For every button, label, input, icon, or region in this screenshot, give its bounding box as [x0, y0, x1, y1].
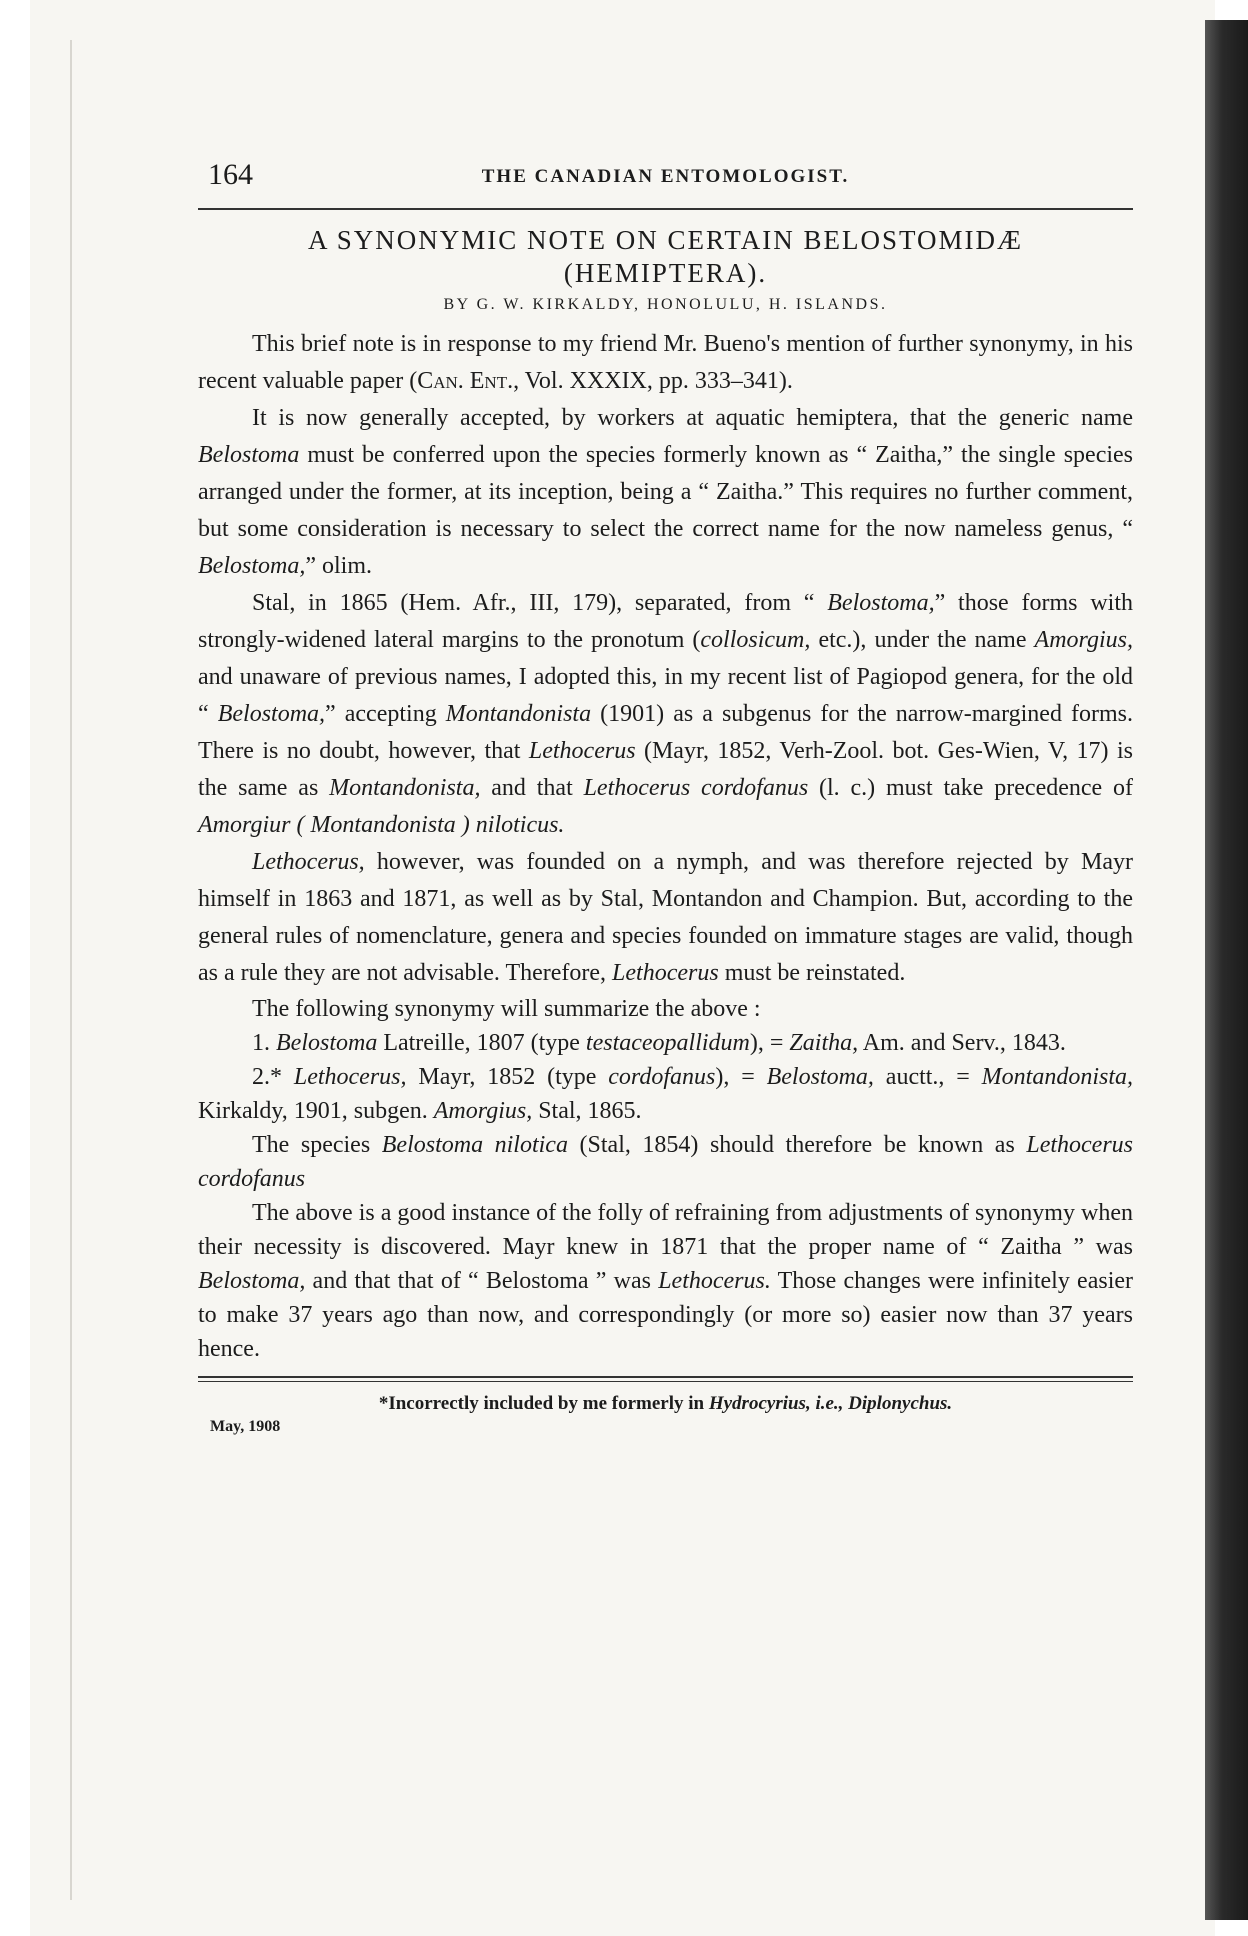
issue-date: May, 1908: [210, 1417, 281, 1435]
footnote-rule: [198, 1376, 1133, 1382]
paragraph-5: The following synonymy will summarize the above :: [252, 995, 761, 1022]
article-title: [198, 224, 1133, 290]
paragraph-4: Lethocerus, however, was founded on a nymph, and was therefore rejected by Mayr himself in 1863 and 1871, as well as by Stal, Montandon and Champion. But, according to the general rules of nomenclature, genera and species founded on immature stages are valid, though as a rule they are not advisable. Therefore, Lethocerus must be reinstated.: [198, 848, 1133, 986]
byline: BY G. W. KIRKALDY, HONOLULU, H. ISLANDS.: [443, 295, 888, 313]
paragraph-conclusion: The above is a good instance of the folly of refraining from adjustments of synonymy when their necessity is discovered. Mayr knew in 1871 that the proper name of “ Zaitha ” was Belostoma, and that that of “ Belostoma ” was Lethocerus. Those changes were infinitely easier to make 37 years ago than now, and correspondingly (or more so) easier now than 37 years hence.: [198, 1199, 1134, 1362]
page-edge-shadow: [1205, 20, 1248, 1920]
running-header: [198, 150, 1133, 200]
footnote: *Incorrectly included by me formerly in Hydrocyrius, i.e., Diplonychus.: [378, 1392, 953, 1414]
paragraph-3: Stal, in 1865 (Hem. Afr., III, 179), separated, from “ Belostoma,” those forms with strongly-widened lateral margins to the pronotum (collosicum, etc.), under the name Amorgius, and unaware of previous names, I adopted this, in my recent list of Pagiopod genera, for the old “ Belostoma,” accepting Montandonista (1901) as a subgenus for the narrow-margined forms. There is no doubt, however, that Lethocerus (Mayr, 1852, Verh-Zool. bot. Ges-Wien, V, 17) is the same as Montandonista, and that Lethocerus cordofanus (l. c.) must take precedence of Amorgiur ( Montandonista ) niloticus.: [198, 589, 1133, 838]
article-title-line2: (HEMIPTERA).: [563, 257, 768, 288]
paragraph-1: This brief note is in response to my friend Mr. Bueno's mention of further synonymy, in his recent valuable paper (Can. Ent., Vol. XXXIX, pp. 333–341).: [198, 330, 1133, 394]
synonymy-entry-2: 2.* Lethocerus, Mayr, 1852 (type cordofanus), = Belostoma, auctt., = Montandonista, Kirkaldy, 1901, subgen. Amorgius, Stal, 1865.: [198, 1063, 1134, 1124]
article-title-line1: A SYNONYMIC NOTE ON CERTAIN BELOSTOMIDÆ: [308, 225, 1023, 255]
paragraph-species: The species Belostoma nilotica (Stal, 1854) should therefore be known as Lethocerus cordofanus: [198, 1131, 1134, 1192]
header-rule: [198, 208, 1133, 210]
page-content: [198, 150, 1133, 1436]
paragraph-2: It is now generally accepted, by workers at aquatic hemiptera, that the generic name Belostoma must be conferred upon the species formerly known as “ Zaitha,” the single species arranged under the former, at its inception, being a “ Zaitha.” This requires no further comment, but some consideration is necessary to select the correct name for the now nameless genus, “ Belostoma,” olim.: [198, 404, 1133, 579]
page-number: 164: [208, 158, 253, 191]
binding-shadow: [70, 40, 72, 1900]
running-title: THE CANADIAN ENTOMOLOGIST.: [481, 166, 850, 187]
synonymy-entry-1: 1. Belostoma Latreille, 1807 (type testaceopallidum), = Zaitha, Am. and Serv., 1843.: [252, 1029, 1066, 1056]
